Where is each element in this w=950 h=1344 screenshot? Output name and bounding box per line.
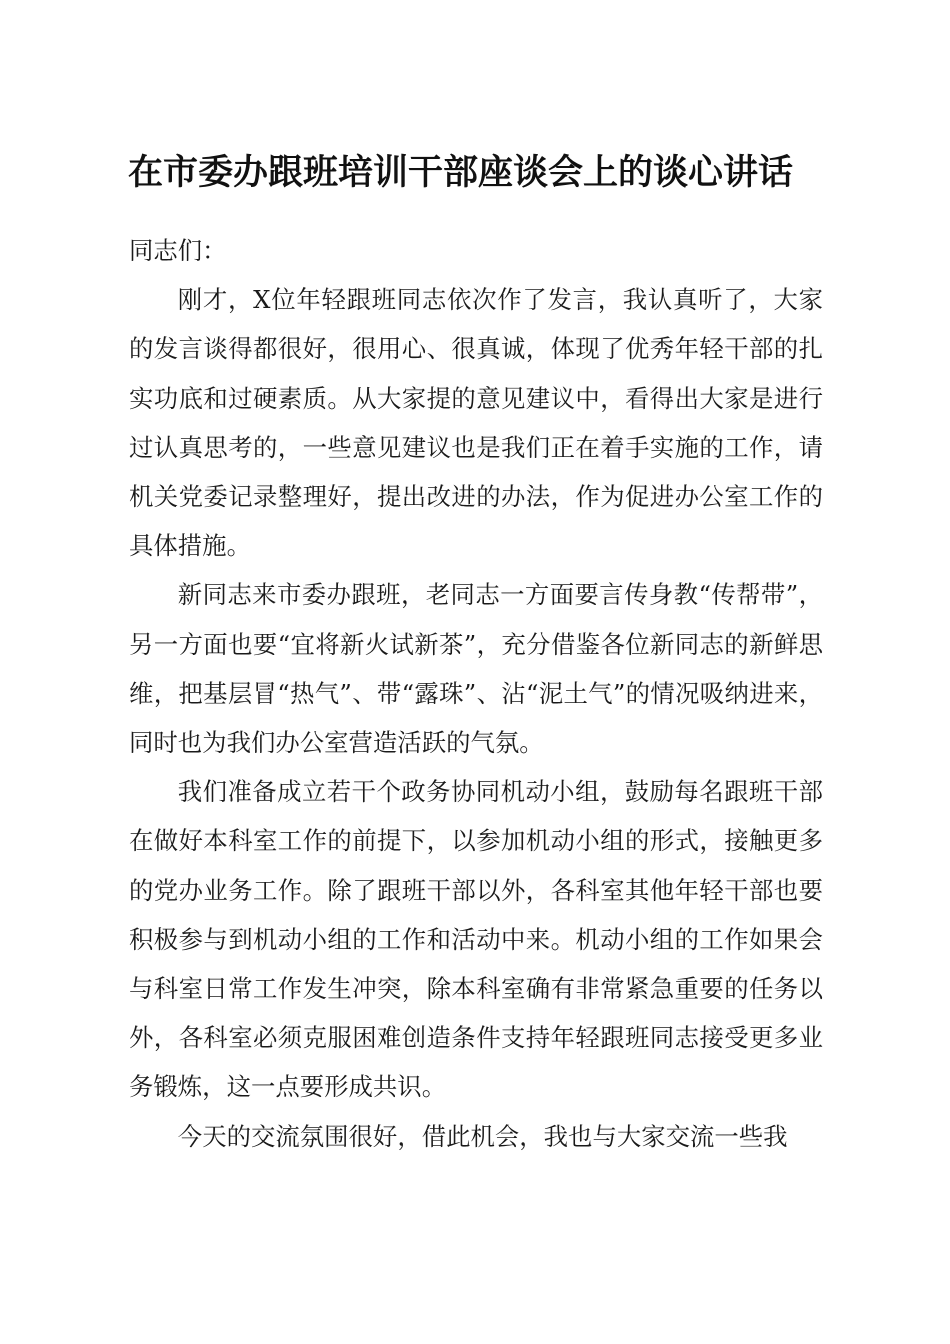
salutation: 同志们： [129, 236, 227, 265]
paragraph-3: 我们准备成立若干个政务协同机动小组，鼓励每名跟班干部在做好本科室工作的前提下，以参加机动小组的形式，接触更多的党办业务工作。除了跟班干部以外，各科室其他年轻干部也要积极参与到机动小组的工作和活动中来。机动小组的工作如果会与科室日常工作发生冲突，除本科室确有非常紧急重要的任务以外，各科室必须克服困难创造条件支持年轻跟班同志接受更多业务锻炼，这一点要形成共识。 [129, 777, 823, 1102]
paragraph-2: 新同志来市委办跟班，老同志一方面要言传身教“传帮带”，另一方面也要“宜将新火试新茶”，充分借鉴各位新同志的新鲜思维，把基层冒“热气”、带“露珠”、沾“泥土气”的情况吸纳进来，同时也为我们办公室营造活跃的气氛。 [129, 580, 823, 758]
paragraph-1: 刚才，X位年轻跟班同志依次作了发言，我认真听了，大家的发言谈得都很好，很用心、很真诚，体现了优秀年轻干部的扎实功底和过硬素质。从大家提的意见建议中，看得出大家是进行过认真思考的，一些意见建议也是我们正在着手实施的工作，请机关党委记录整理好，提出改进的办法，作为促进办公室工作的具体措施。 [129, 285, 823, 561]
document-title: 在市委办跟班培训干部座谈会上的谈心讲话 [128, 153, 794, 193]
paragraph-4: 今天的交流氛围很好，借此机会，我也与大家交流一些我 [177, 1121, 788, 1151]
document-body [129, 226, 823, 1161]
